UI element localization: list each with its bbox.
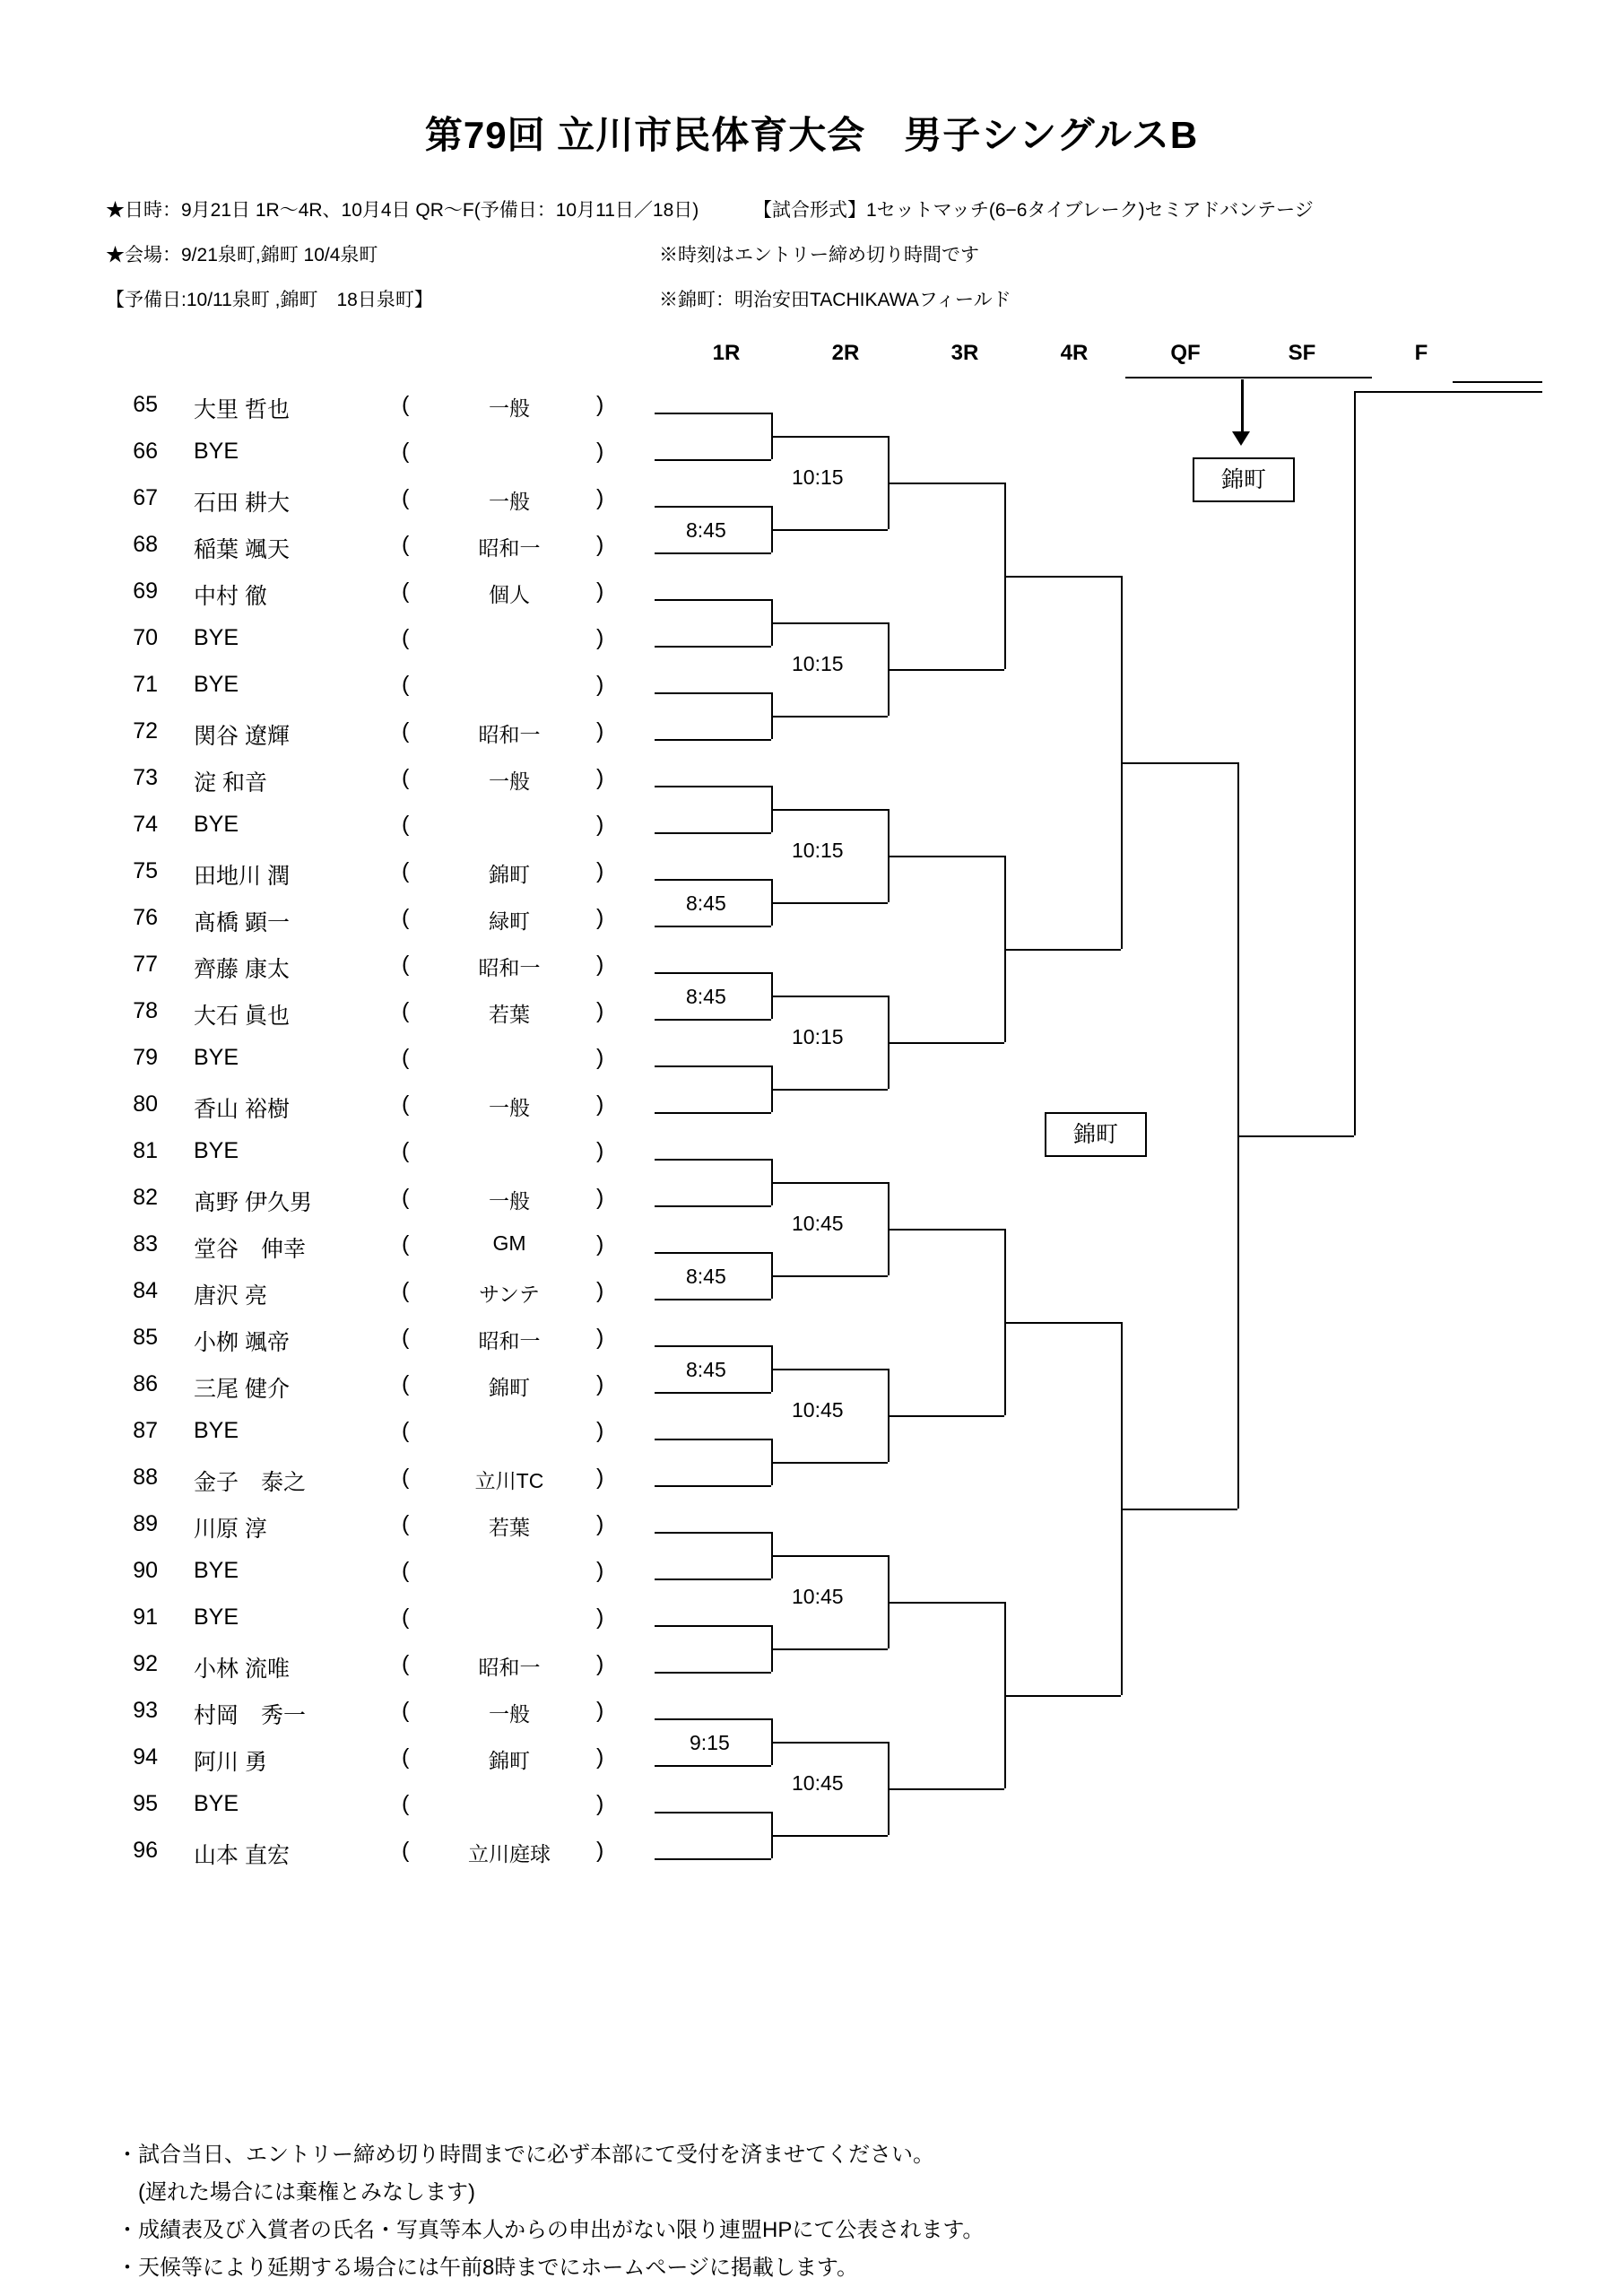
player-name: 阿川 勇 [194, 1750, 267, 1775]
match-time: 10:15 [789, 465, 846, 490]
bracket-line [655, 1765, 771, 1767]
player-seed-number: 81 [133, 1138, 158, 1163]
player-club: 個人 [489, 583, 530, 606]
paren-left: ( [402, 1278, 410, 1303]
info-format-line: 【試合形式】1セットマッチ(6−6タイブレーク)セミアドバンテージ [753, 200, 1314, 221]
paren-left: ( [402, 858, 410, 883]
player-name: BYE [194, 625, 239, 650]
player-club: 一般 [489, 1702, 530, 1726]
paren-right: ) [596, 1511, 604, 1536]
player-name: 山本 直宏 [194, 1843, 290, 1868]
player-seed-number: 80 [133, 1091, 158, 1117]
bracket-line [655, 1299, 771, 1300]
player-name: BYE [194, 672, 239, 697]
paren-left: ( [402, 905, 410, 930]
player-club: 錦町 [489, 1749, 530, 1772]
bracket-line [771, 1648, 888, 1650]
bracket-line [771, 622, 888, 624]
player-name: BYE [194, 1558, 239, 1583]
round-label-3r: 3R [950, 341, 979, 365]
paren-right: ) [596, 1838, 604, 1863]
bracket-line [655, 972, 771, 974]
player-seed-number: 71 [133, 672, 158, 697]
bracket-line [1237, 1135, 1354, 1137]
match-time: 10:45 [789, 1212, 846, 1236]
bracket-line [1004, 1695, 1121, 1697]
bracket-line [655, 692, 771, 694]
player-seed-number: 79 [133, 1045, 158, 1070]
bracket-line [655, 1625, 771, 1627]
bracket-line [888, 669, 1004, 671]
player-name: 香山 裕樹 [194, 1097, 290, 1122]
paren-left: ( [402, 812, 410, 837]
bracket-line [771, 1182, 888, 1184]
player-club: サンテ [479, 1283, 540, 1306]
player-name: BYE [194, 812, 239, 837]
info-nishikicho-note: ※錦町：明治安田TACHIKAWAフィールド [659, 290, 1011, 310]
paren-left: ( [402, 1744, 410, 1770]
bracket-line [771, 902, 888, 904]
page-title: 第79回 立川市民体育大会 男子シングルスB [424, 114, 1199, 156]
bracket-line [1004, 1322, 1121, 1324]
player-seed-number: 93 [133, 1698, 158, 1723]
paren-right: ) [596, 1744, 604, 1770]
bracket-line [655, 1252, 771, 1254]
player-club: 昭和一 [478, 1329, 541, 1352]
footer-note-3: ・成績表及び入賞者の氏名・写真等本人からの申出がない限り連盟HPにて公表されます。 [117, 2218, 985, 2242]
paren-right: ) [596, 1651, 604, 1676]
paren-right: ) [596, 439, 604, 464]
bracket-line [655, 599, 771, 601]
paren-right: ) [596, 532, 604, 557]
player-seed-number: 90 [133, 1558, 158, 1583]
player-club: GM [492, 1231, 526, 1255]
paren-left: ( [402, 1418, 410, 1443]
player-seed-number: 70 [133, 625, 158, 650]
bracket-line [655, 1019, 771, 1021]
paren-right: ) [596, 1231, 604, 1257]
paren-right: ) [596, 998, 604, 1023]
player-name: 髙野 伊久男 [194, 1190, 312, 1215]
bracket-line [655, 1392, 771, 1394]
paren-left: ( [402, 1838, 410, 1863]
bracket-line [888, 483, 1004, 484]
match-time: 10:15 [789, 1025, 846, 1049]
bracket-line [655, 646, 771, 648]
player-name: 石田 耕大 [194, 491, 290, 516]
player-seed-number: 95 [133, 1791, 158, 1816]
match-time: 10:45 [789, 1398, 846, 1422]
player-name: 中村 徹 [194, 584, 267, 609]
bracket-line [771, 1462, 888, 1464]
bracket-line [888, 856, 1004, 857]
player-club: 一般 [489, 490, 530, 513]
player-seed-number: 73 [133, 765, 158, 790]
player-name: 稲葉 颯天 [194, 537, 290, 562]
paren-left: ( [402, 1138, 410, 1163]
bracket-line [655, 1439, 771, 1440]
round-label-sf: SF [1288, 341, 1316, 365]
player-seed-number: 76 [133, 905, 158, 930]
round-label-qf: QF [1170, 341, 1201, 365]
bracket-line [888, 1788, 1004, 1790]
bracket-line [655, 459, 771, 461]
player-seed-number: 88 [133, 1465, 158, 1490]
round-label-2r: 2R [831, 341, 860, 365]
match-time: 10:15 [789, 652, 846, 676]
bracket-line [655, 1672, 771, 1674]
bracket-line [1004, 576, 1121, 578]
player-seed-number: 87 [133, 1418, 158, 1443]
player-club: 錦町 [489, 863, 530, 886]
paren-left: ( [402, 578, 410, 604]
paren-right: ) [596, 1418, 604, 1443]
match-time: 8:45 [683, 518, 729, 543]
info-reserve-line: 【予備日:10/11泉町 ,錦町 18日泉町】 [106, 290, 433, 310]
player-name: 大石 眞也 [194, 1004, 290, 1029]
bracket-line [655, 552, 771, 554]
player-name: 村岡 秀一 [194, 1703, 307, 1728]
match-time: 8:45 [683, 1265, 729, 1289]
player-club: 一般 [489, 1096, 530, 1119]
paren-left: ( [402, 1231, 410, 1257]
bracket-line [655, 879, 771, 881]
player-club: 昭和一 [478, 723, 541, 746]
paren-right: ) [596, 1465, 604, 1490]
paren-left: ( [402, 1605, 410, 1630]
bracket-line [771, 996, 888, 997]
footer-note-1: ・試合当日、エントリー締め切り時間までに必ず本部にて受付を済ませてください。 [117, 2143, 934, 2167]
paren-left: ( [402, 392, 410, 417]
bracket-line [771, 529, 888, 531]
paren-right: ) [596, 1371, 604, 1396]
paren-right: ) [596, 1698, 604, 1723]
paren-left: ( [402, 998, 410, 1023]
paren-right: ) [596, 765, 604, 790]
player-name: 齊藤 康太 [194, 957, 290, 982]
paren-right: ) [596, 952, 604, 977]
bracket-line [771, 1555, 888, 1557]
paren-right: ) [596, 672, 604, 697]
bracket-line [888, 1602, 1004, 1604]
footer-note-4: ・天候等により延期する場合には午前8時までにホームページに掲載します。 [117, 2256, 858, 2280]
player-name: BYE [194, 1418, 239, 1443]
paren-right: ) [596, 1278, 604, 1303]
player-club: 昭和一 [478, 536, 541, 560]
paren-right: ) [596, 1791, 604, 1816]
round-label-f: F [1414, 341, 1428, 365]
player-seed-number: 72 [133, 718, 158, 744]
player-club: 立川TC [474, 1469, 544, 1492]
player-name: 三尾 健介 [194, 1377, 290, 1402]
player-name: 小栁 颯帝 [194, 1330, 290, 1355]
player-seed-number: 77 [133, 952, 158, 977]
player-seed-number: 65 [133, 392, 158, 417]
bracket-line [771, 1742, 888, 1744]
player-club: 一般 [489, 1189, 530, 1213]
bracket-line [1004, 949, 1121, 951]
paren-right: ) [596, 1185, 604, 1210]
bracket-line [655, 1718, 771, 1720]
player-seed-number: 83 [133, 1231, 158, 1257]
paren-left: ( [402, 672, 410, 697]
bracket-line [771, 436, 888, 438]
player-seed-number: 96 [133, 1838, 158, 1863]
bracket-header-line [1125, 377, 1372, 378]
paren-right: ) [596, 1138, 604, 1163]
bracket-line [888, 1042, 1004, 1044]
match-time: 9:15 [687, 1731, 733, 1755]
info-time-note: ※時刻はエントリー締め切り時間です [659, 245, 979, 265]
player-seed-number: 74 [133, 812, 158, 837]
player-club: 一般 [489, 770, 530, 793]
venue-box-qf: 錦町 [1193, 457, 1295, 502]
player-club: 緑町 [489, 909, 530, 933]
bracket-line [771, 1369, 888, 1370]
bracket-line [655, 786, 771, 787]
paren-right: ) [596, 625, 604, 650]
match-time: 10:15 [789, 839, 846, 863]
paren-left: ( [402, 1371, 410, 1396]
round-label-4r: 4R [1060, 341, 1089, 365]
player-name: BYE [194, 1045, 239, 1070]
match-time: 8:45 [683, 1358, 729, 1382]
bracket-line [1354, 391, 1542, 393]
bracket-line [1121, 1509, 1237, 1510]
bracket-line [655, 832, 771, 834]
paren-right: ) [596, 1045, 604, 1070]
player-seed-number: 89 [133, 1511, 158, 1536]
bracket-line [888, 1229, 1004, 1231]
paren-left: ( [402, 1091, 410, 1117]
match-time: 8:45 [683, 891, 729, 916]
match-time: 10:45 [789, 1585, 846, 1609]
player-seed-number: 94 [133, 1744, 158, 1770]
paren-right: ) [596, 485, 604, 510]
match-time: 8:45 [683, 985, 729, 1009]
bracket-line [655, 1858, 771, 1860]
player-name: 関谷 遼輝 [194, 724, 290, 749]
bracket-line [655, 1578, 771, 1580]
bracket-line [655, 1812, 771, 1813]
bracket-line [888, 1415, 1004, 1417]
bracket-line [771, 1835, 888, 1837]
bracket-line [655, 1112, 771, 1114]
bracket-line [1354, 391, 1356, 1135]
player-name: 金子 泰之 [194, 1470, 307, 1495]
player-seed-number: 78 [133, 998, 158, 1023]
paren-right: ) [596, 812, 604, 837]
info-date-line: ★日時：9月21日 1R〜4R、10月4日 QR〜F(予備日：10月11日／18日) [106, 200, 699, 221]
paren-right: ) [596, 1325, 604, 1350]
paren-left: ( [402, 1558, 410, 1583]
bracket-line [655, 1065, 771, 1067]
paren-left: ( [402, 718, 410, 744]
player-seed-number: 84 [133, 1278, 158, 1303]
paren-right: ) [596, 1558, 604, 1583]
bracket-line [1453, 381, 1542, 383]
bracket-line [771, 1275, 888, 1277]
player-name: 唐沢 亮 [194, 1283, 267, 1309]
paren-right: ) [596, 1605, 604, 1630]
paren-right: ) [596, 718, 604, 744]
paren-right: ) [596, 392, 604, 417]
player-name: 淀 和音 [194, 770, 267, 796]
player-name: BYE [194, 1791, 239, 1816]
player-seed-number: 85 [133, 1325, 158, 1350]
player-club: 昭和一 [478, 956, 541, 979]
bracket-line [655, 739, 771, 741]
player-seed-number: 82 [133, 1185, 158, 1210]
player-name: 大里 哲也 [194, 397, 290, 422]
player-name: 髙橋 顕一 [194, 910, 290, 935]
paren-left: ( [402, 1185, 410, 1210]
player-name: BYE [194, 1138, 239, 1163]
info-venue-line: ★会場：9/21泉町,錦町 10/4泉町 [106, 245, 378, 265]
venue-box-r4: 錦町 [1045, 1112, 1147, 1157]
bracket-line [655, 1485, 771, 1487]
player-seed-number: 75 [133, 858, 158, 883]
bracket-line [655, 413, 771, 414]
bracket-line [655, 1345, 771, 1347]
paren-left: ( [402, 952, 410, 977]
bracket-line [1121, 762, 1237, 764]
player-seed-number: 86 [133, 1371, 158, 1396]
player-club: 若葉 [489, 1516, 530, 1539]
player-club: 一般 [489, 396, 530, 420]
paren-left: ( [402, 1465, 410, 1490]
bracket-line [655, 926, 771, 927]
paren-left: ( [402, 1045, 410, 1070]
player-club: 若葉 [489, 1003, 530, 1026]
paren-right: ) [596, 905, 604, 930]
bracket-line [655, 506, 771, 508]
player-club: 立川庭球 [468, 1842, 551, 1866]
player-club: 昭和一 [478, 1656, 541, 1679]
player-name: 田地川 潤 [194, 864, 290, 889]
paren-left: ( [402, 1791, 410, 1816]
paren-left: ( [402, 1698, 410, 1723]
player-name: BYE [194, 439, 239, 464]
paren-left: ( [402, 1651, 410, 1676]
player-name: BYE [194, 1605, 239, 1630]
player-name: 小林 流唯 [194, 1657, 290, 1682]
paren-left: ( [402, 1511, 410, 1536]
paren-left: ( [402, 439, 410, 464]
player-seed-number: 67 [133, 485, 158, 510]
player-seed-number: 91 [133, 1605, 158, 1630]
paren-left: ( [402, 532, 410, 557]
arrow-stem [1241, 379, 1244, 433]
paren-left: ( [402, 625, 410, 650]
bracket-line [655, 1532, 771, 1534]
bracket-line [771, 716, 888, 718]
arrow-head-icon [1232, 431, 1250, 446]
round-label-1r: 1R [712, 341, 741, 365]
match-time: 10:45 [789, 1771, 846, 1796]
player-seed-number: 92 [133, 1651, 158, 1676]
player-seed-number: 68 [133, 532, 158, 557]
paren-right: ) [596, 1091, 604, 1117]
paren-left: ( [402, 485, 410, 510]
player-name: 川原 淳 [194, 1517, 267, 1542]
paren-right: ) [596, 578, 604, 604]
paren-right: ) [596, 858, 604, 883]
player-club: 錦町 [489, 1376, 530, 1399]
paren-left: ( [402, 765, 410, 790]
footer-note-2: (遅れた場合には棄権とみなします) [117, 2180, 475, 2205]
paren-left: ( [402, 1325, 410, 1350]
player-seed-number: 66 [133, 439, 158, 464]
bracket-line [655, 1205, 771, 1207]
bracket-line [771, 1089, 888, 1091]
player-name: 堂谷 伸幸 [194, 1237, 307, 1262]
player-seed-number: 69 [133, 578, 158, 604]
bracket-line [771, 809, 888, 811]
bracket-line [655, 1159, 771, 1161]
